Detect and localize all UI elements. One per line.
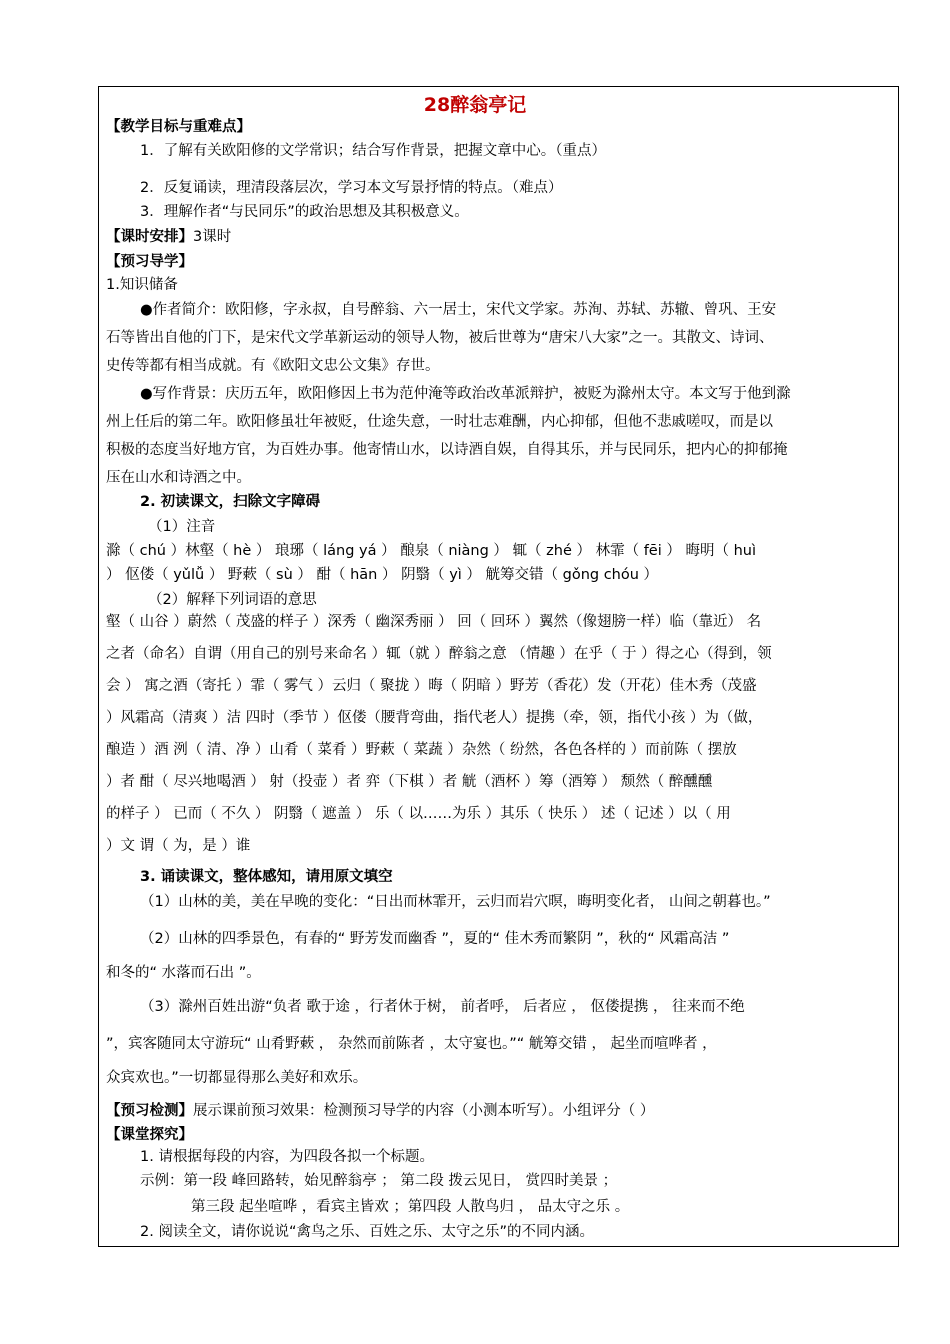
question-2: 2. 阅读全文，请你说说“禽鸟之乐、百姓之乐、太守之乐”的不同内涵。 [140, 1224, 594, 1240]
objective-item: 1．了解有关欧阳修的文学常识；结合写作背景，把握文章中心。（重点） [140, 143, 606, 159]
fill-line: 众宾欢也。”一切都显得那么美好和欢乐。 [106, 1070, 368, 1086]
background-line: ●写作背景：庆历五年，欧阳修因上书为范仲淹等政治改革派辩护，被贬为滁州太守。本文写于他到滁 [140, 386, 791, 402]
schedule-line [106, 228, 231, 246]
explain-line: 酿造 ）酒 洌（ 清、净 ）山肴（ 菜肴 ）野蔌（ 菜蔬 ）杂然（ 纷然，各色各样的 ）而前陈（ 摆放 [106, 742, 737, 758]
recite-subhead: 3. 诵读课文，整体感知，请用原文填空 [140, 869, 393, 885]
fill-line: （1）山林的美，美在早晚的变化：“日出而林霏开，云归而岩穴暝，晦明变化者， 山间之朝暮也。” [140, 894, 771, 910]
fill-line: （2）山林的四季景色，有春的“ 野芳发而幽香 ”，夏的“ 佳木秀而繁阴 ”，秋的“ 风霜高洁 ” [140, 931, 730, 947]
explain-line: 壑（ 山谷 ）蔚然（ 茂盛的样子 ）深秀（ 幽深秀丽 ） 回（ 回环 ）翼然（像翅膀一样）临（靠近） 名 [106, 614, 762, 630]
fill-line: ”，宾客随同太守游玩“ 山肴野蔌 ， 杂然而前陈者 ，太守宴也。”“ 觥筹交错 ， 起坐而喧哗者 ， [106, 1036, 717, 1052]
pinyin-line: 滁（ chú ）林壑（ hè ） 琅琊（ láng yá ） 酿泉（ niàng ） 辄（ zhé ） 林霏（ fēi ） 晦明（ huì [106, 543, 756, 559]
check-text: 展示课前预习效果：检测预习导学的内容（小测本听写）。小组评分（ ） [193, 1103, 655, 1119]
section-head-preview: 【预习导学】 [106, 254, 193, 270]
question-1: 1. 请根据每段的内容，为四段各拟一个标题。 [140, 1149, 434, 1165]
section-head-schedule: 【课时安排】 [106, 229, 193, 245]
background-line: 压在山水和诗酒之中。 [106, 470, 251, 486]
check-line [106, 1102, 654, 1120]
explain-line: 的样子 ） 已而（ 不久 ） 阴翳（ 遮盖 ） 乐（ 以……为乐 ）其乐（ 快乐 ） 述（ 记述 ）以（ 用 [106, 806, 731, 822]
explain-line: ）文 谓（ 为，是 ）谁 [106, 838, 251, 854]
example-line: 第三段 起坐喧哗 ，看宾主皆欢 ；第四段 人散鸟归 ， 品太守之乐 。 [191, 1199, 630, 1215]
fill-line: 和冬的“ 水落而石出 ”。 [106, 965, 261, 981]
pinyin-line: ） 伛偻（ yǔlǚ ） 野蔌（ sù ） 酣（ hān ） 阴翳（ yì ） 觥筹交错（ gǒng chóu ） [106, 567, 659, 583]
explain-line: 会 ） 寓之酒（寄托 ）霏（ 雾气 ）云归（ 聚拢 ）晦（ 阴暗 ）野芳（香花）发（开花）佳木秀（茂盛 [106, 678, 757, 694]
background-line: 积极的态度当好地方官，为百姓办事。他寄情山水，以诗酒自娱，自得其乐，并与民同乐，把内心的抑郁掩 [106, 442, 788, 458]
section-head-objectives: 【教学目标与重难点】 [106, 119, 251, 135]
objective-item: 3．理解作者“与民同乐”的政治思想及其积极意义。 [140, 204, 469, 220]
explain-head: （2）解释下列词语的意思 [148, 592, 317, 608]
schedule-text: 3课时 [193, 229, 232, 245]
background-line: 州上任后的第二年。欧阳修虽壮年被贬，仕途失意，一时壮志难酬，内心抑郁，但他不悲戚嗟叹，而是以 [106, 414, 773, 430]
author-line: ●作者简介：欧阳修，字永叔，自号醉翁、六一居士，宋代文学家。苏洵、苏轼、苏辙、曾巩、王安 [140, 302, 777, 318]
objective-item: 2．反复诵读，理清段落层次，学习本文写景抒情的特点。（难点） [140, 180, 563, 196]
explain-line: ）风霜高（清爽 ）洁 四时（季节 ）伛偻（腰背弯曲，指代老人）提携（牵，领，指代小孩 ）为（做， [106, 710, 763, 726]
explain-line: ）者 酣（ 尽兴地喝酒 ） 射（投壶 ）者 弈（下棋 ）者 觥（酒杯 ）筹（酒筹 ） 颓然（ 醉醺醺 [106, 774, 713, 790]
fill-line: （3）滁州百姓出游“负者 歌于途 ，行者休于树， 前者呼， 后者应 ， 伛偻提携 ， 往来而不绝 [140, 999, 745, 1015]
knowledge-subhead: 1.知识储备 [106, 277, 178, 293]
pinyin-head: （1）注音 [148, 519, 216, 535]
example-line: 示例：第一段 峰回路转，始见醉翁亭 ； 第二段 拨云见日， 赏四时美景 ； [140, 1173, 618, 1189]
page-title: 28醉翁亭记 [423, 94, 527, 116]
reading-subhead: 2. 初读课文，扫除文字障碍 [140, 494, 321, 510]
section-head-explore: 【课堂探究】 [106, 1127, 193, 1143]
author-line: 石等皆出自他的门下，是宋代文学革新运动的领导人物，被后世尊为“唐宋八大家”之一。其散文、诗词、 [106, 330, 774, 346]
author-line: 史传等都有相当成就。有《欧阳文忠公文集》存世。 [106, 358, 440, 374]
explain-line: 之者（命名）自谓（用自己的别号来命名 ）辄（就 ）醉翁之意 （情趣 ）在乎（ 于 ）得之心（得到，领 [106, 646, 772, 662]
section-head-check: 【预习检测】 [106, 1103, 193, 1119]
